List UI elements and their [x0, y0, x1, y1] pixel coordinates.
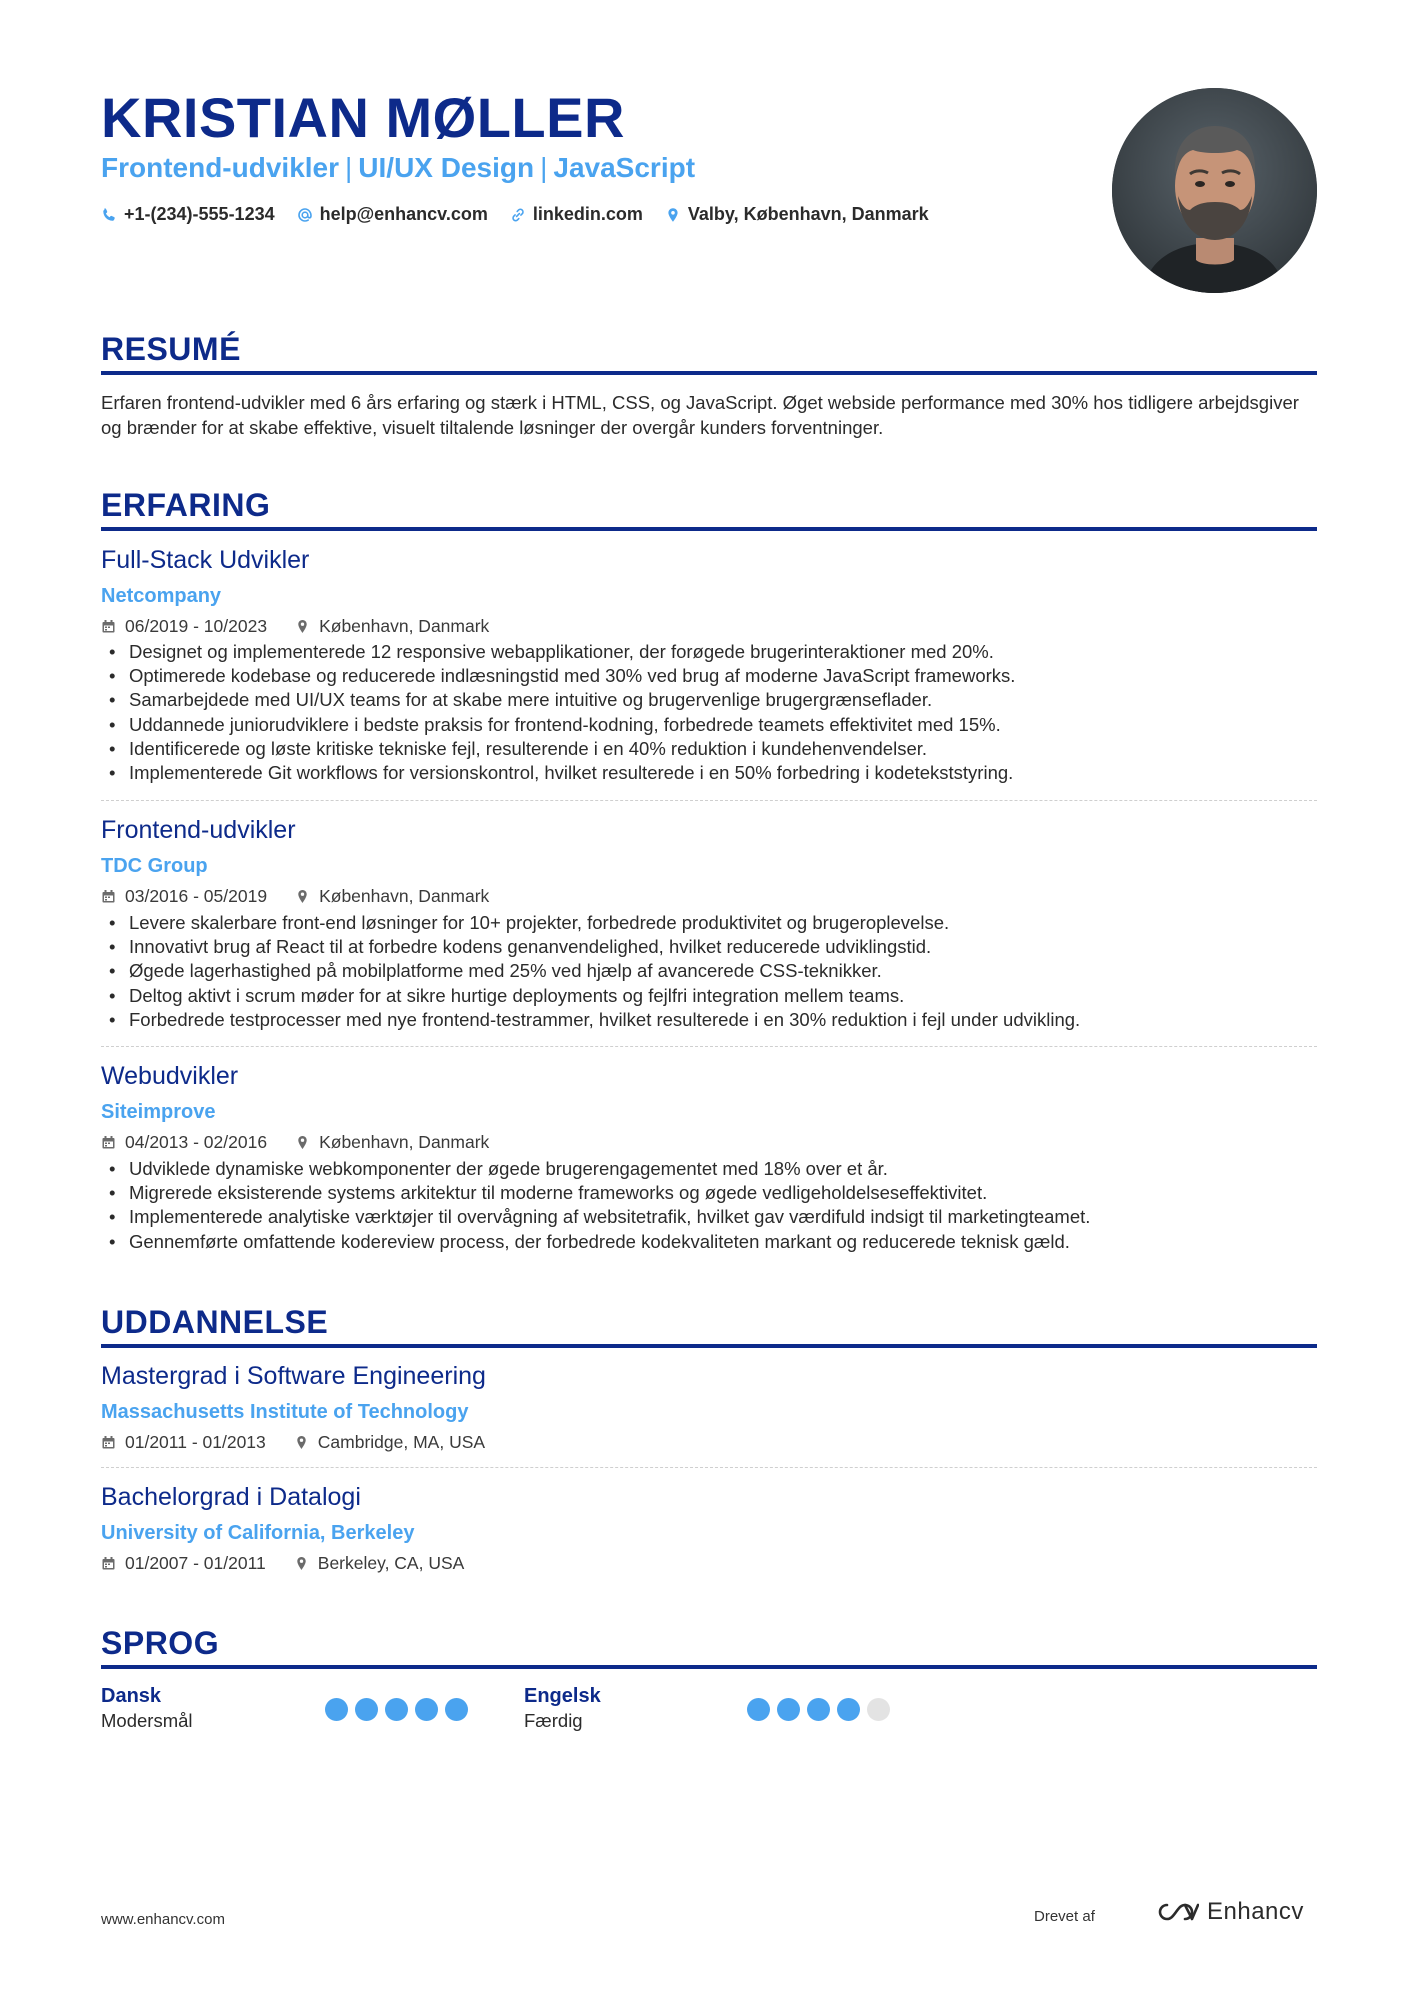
company-name: Siteimprove — [101, 1101, 216, 1123]
job-title: Frontend-udvikler — [101, 816, 296, 844]
at-icon — [297, 207, 313, 223]
job-meta — [101, 614, 489, 638]
section-title-education: UDDANNELSE — [101, 1304, 329, 1340]
list-item: • Forbedrede testprocesser med nye frontend-testrammer, hvilket resulterede i en 30% reduktion i fejl under udvikling. — [101, 1008, 1317, 1032]
company-name: Netcompany — [101, 585, 222, 607]
school-name: Massachusetts Institute of Technology — [101, 1401, 469, 1423]
calendar-icon — [101, 1135, 116, 1150]
list-item: • Implementerede analytiske værktøjer til overvågning af websitetrafik, hvilket gav værdifuld indsigt til marketingteamet. — [101, 1205, 1317, 1229]
job-dates: 04/2013 - 02/2016 — [125, 1132, 268, 1152]
rating-dot-filled — [415, 1698, 438, 1721]
job-meta — [101, 884, 489, 908]
enhancv-logo[interactable] — [1153, 1898, 1304, 1926]
list-item: • Designet og implementerede 12 responsive webapplikationer, der forøgede brugerinteraktioner med 20%. — [101, 640, 1317, 664]
rating-dot-filled — [445, 1698, 468, 1721]
calendar-icon — [101, 1435, 116, 1450]
rating-dot-filled — [747, 1698, 770, 1721]
contact-email[interactable] — [297, 204, 488, 225]
location-pin-icon — [294, 1556, 309, 1571]
education-dates: 01/2011 - 01/2013 — [125, 1432, 266, 1452]
list-item: • Deltog aktivt i scrum møder for at sikre hurtige deployments og fejlfri integration mellem teams. — [101, 984, 1317, 1008]
profile-photo — [1112, 88, 1317, 293]
job-dates: 06/2019 - 10/2023 — [125, 616, 268, 636]
rating-dot-filled — [355, 1698, 378, 1721]
job-bullets — [101, 640, 1317, 785]
list-item: • Øgede lagerhastighed på mobilplatforme med 25% ved hjælp af avancerede CSS-teknikker. — [101, 959, 1317, 983]
link-icon — [510, 207, 526, 223]
school-name: University of California, Berkeley — [101, 1522, 415, 1544]
education-dates: 01/2007 - 01/2011 — [125, 1553, 266, 1573]
language-name: Engelsk — [524, 1685, 601, 1707]
list-item: • Optimerede kodebase og reducerede indlæsningstid med 30% ved brug af moderne JavaScript frameworks. — [101, 664, 1317, 688]
company-name: TDC Group — [101, 855, 208, 877]
list-item: • Udviklede dynamiske webkomponenter der øgede brugerengagementet med 18% over et år. — [101, 1157, 1317, 1181]
job-bullets — [101, 911, 1317, 1032]
headline-separator: | — [345, 152, 353, 183]
phone-icon — [101, 207, 117, 223]
location-pin-icon — [295, 889, 310, 904]
contact-linkedin[interactable] — [510, 204, 643, 225]
rating-dot-filled — [807, 1698, 830, 1721]
education-location-text: Cambridge, MA, USA — [317, 1432, 486, 1452]
job-title: Full-Stack Udvikler — [101, 546, 310, 574]
calendar-icon — [101, 1556, 116, 1571]
list-item: • Migrerede eksisterende systems arkitektur til moderne frameworks og øgede vedligeholdelseseffektivitet. — [101, 1181, 1317, 1205]
headline-separator: | — [540, 152, 548, 183]
enhancv-logo-icon — [1153, 1900, 1199, 1924]
rating-dot-filled — [837, 1698, 860, 1721]
contact-phone[interactable] — [101, 204, 275, 225]
degree-title: Bachelorgrad i Datalogi — [101, 1483, 361, 1511]
rating-dot-filled — [385, 1698, 408, 1721]
footer-url[interactable]: www.enhancv.com — [101, 1911, 225, 1928]
list-item: • Gennemførte omfattende kodereview process, der forbedrede kodekvaliteten markant og reducerede teknisk gæld. — [101, 1230, 1317, 1254]
language-item — [101, 1683, 193, 1733]
section-title-experience: ERFARING — [101, 487, 271, 523]
job-bullets — [101, 1157, 1317, 1254]
education-location — [294, 1430, 485, 1454]
headline-part: UI/UX Design — [358, 152, 535, 183]
language-level: Modersmål — [101, 1710, 193, 1731]
section-divider — [101, 371, 1317, 375]
section-title-summary: RESUMÉ — [101, 331, 241, 367]
calendar-icon — [101, 889, 116, 904]
education-location — [294, 1551, 465, 1575]
job-title: Webudvikler — [101, 1062, 239, 1090]
location-pin-icon — [295, 619, 310, 634]
job-location — [295, 884, 489, 908]
entry-divider — [101, 800, 1317, 801]
section-title-languages: SPROG — [101, 1625, 220, 1661]
phone-number: +1-(234)-555-1234 — [124, 204, 275, 224]
language-name: Dansk — [101, 1685, 162, 1707]
education-location-text: Berkeley, CA, USA — [317, 1553, 465, 1573]
job-dates: 03/2016 - 05/2019 — [125, 886, 268, 906]
entry-divider — [101, 1467, 1317, 1468]
job-location — [295, 614, 489, 638]
headline-part: Frontend-udvikler — [101, 152, 340, 183]
job-location — [295, 1130, 489, 1154]
email-address: help@enhancv.com — [319, 204, 488, 224]
portrait-image — [1112, 88, 1317, 293]
list-item: • Uddannede juniorudviklere i bedste praksis for frontend-kodning, forbedrede teamets effektivitet med 15%. — [101, 713, 1317, 737]
job-location-text: København, Danmark — [319, 616, 490, 636]
rating-dot-filled — [777, 1698, 800, 1721]
headline-part: JavaScript — [553, 152, 696, 183]
list-item: • Levere skalerbare front-end løsninger for 10+ projekter, forbedrede produktivitet og brugeroplevelse. — [101, 911, 1317, 935]
rating-dot-empty — [867, 1698, 890, 1721]
location-pin-icon — [294, 1435, 309, 1450]
list-item: • Samarbejdede med UI/UX teams for at skabe mere intuitive og brugervenlige brugergrænseflader. — [101, 688, 1317, 712]
section-divider — [101, 1344, 1317, 1348]
section-divider — [101, 527, 1317, 531]
summary-text: Erfaren frontend-udvikler med 6 års erfaring og stærk i HTML, CSS, og JavaScript. Øget webside performance med 30% hos tidligere arbejdsgiver og brænder for at skabe effektive, visuelt tiltalende løsninger der overgår kunders forventninger. — [101, 392, 1299, 438]
degree-title: Mastergrad i Software Engineering — [101, 1362, 486, 1390]
contact-location — [665, 204, 929, 225]
candidate-name: KRISTIAN MØLLER — [101, 86, 625, 149]
language-rating — [325, 1698, 475, 1721]
calendar-icon — [101, 619, 116, 634]
language-rating — [747, 1698, 897, 1721]
language-item — [524, 1683, 601, 1733]
headline — [101, 150, 695, 186]
job-location-text: København, Danmark — [319, 886, 490, 906]
location-text: Valby, København, Danmark — [687, 204, 929, 224]
footer-powered-by: Drevet af — [1034, 1908, 1095, 1925]
language-level: Færdig — [524, 1710, 583, 1731]
location-pin-icon — [665, 207, 681, 223]
education-meta — [101, 1430, 485, 1454]
section-divider — [101, 1665, 1317, 1669]
list-item: • Implementerede Git workflows for versionskontrol, hvilket resulterede i en 50% forbedring i kodetekststyring. — [101, 761, 1317, 785]
list-item: • Innovativt brug af React til at forbedre kodens genanvendelighed, hvilket reducerede udviklingstid. — [101, 935, 1317, 959]
contact-bar — [101, 204, 951, 225]
rating-dot-filled — [325, 1698, 348, 1721]
list-item: • Identificerede og løste kritiske tekniske fejl, resulterende i en 40% reduktion i kundehenvendelser. — [101, 737, 1317, 761]
job-location-text: København, Danmark — [319, 1132, 490, 1152]
enhancv-brand-name: Enhancv — [1207, 1898, 1304, 1925]
entry-divider — [101, 1046, 1317, 1047]
job-meta — [101, 1130, 489, 1154]
location-pin-icon — [295, 1135, 310, 1150]
linkedin-url: linkedin.com — [532, 204, 643, 224]
education-meta — [101, 1551, 464, 1575]
